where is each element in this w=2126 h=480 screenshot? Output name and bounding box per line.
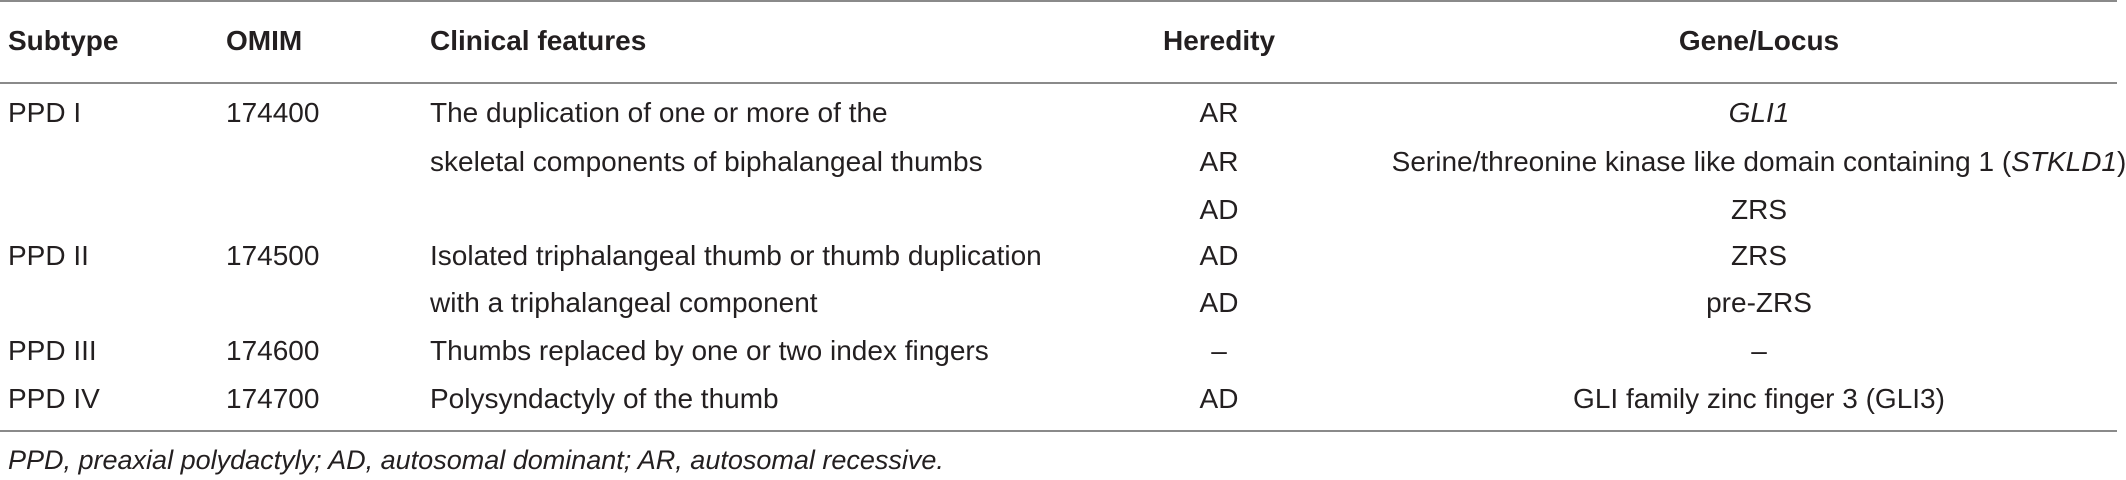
header-bottom-rule <box>0 82 2117 84</box>
table-cell-gene <box>1729 96 1790 130</box>
table-cell-omim: 174400 <box>226 97 320 128</box>
header-gene-locus: Gene/Locus <box>1678 25 1840 56</box>
table-cell-heredity: AD <box>1199 240 1239 271</box>
gene-name-suffix: ) <box>2117 146 2126 177</box>
table-cell-clinical: with a triphalangeal component <box>430 287 818 318</box>
header-subtype: Subtype <box>8 25 119 56</box>
table-cell-gene: ZRS <box>1731 194 1787 225</box>
gene-symbol-italic: GLI1 <box>1728 97 1790 128</box>
table-cell-heredity: AD <box>1199 383 1239 414</box>
table-cell-omim: 174600 <box>226 335 320 366</box>
table-cell-subtype: PPD III <box>8 335 97 366</box>
table-cell-gene <box>1392 145 2126 179</box>
table-cell-gene: GLI family zinc finger 3 (GLI3) <box>1573 383 1945 414</box>
table-cell-omim: 174700 <box>226 383 320 414</box>
table-footnote: PPD, preaxial polydactyly; AD, autosomal dominant; AR, autosomal recessive. <box>8 445 944 475</box>
table-top-rule <box>0 0 2117 2</box>
gene-symbol-italic: STKLD1 <box>2011 146 2117 177</box>
table-cell-heredity: – <box>1211 335 1227 366</box>
gene-name-prefix: Serine/threonine kinase like domain containing 1 ( <box>1391 146 2012 177</box>
table-cell-gene: – <box>1751 335 1767 366</box>
table-cell-heredity: AD <box>1199 287 1239 318</box>
table-cell-gene: ZRS <box>1731 240 1787 271</box>
table-cell-clinical: Isolated triphalangeal thumb or thumb duplication <box>430 240 1042 271</box>
header-omim: OMIM <box>226 25 303 56</box>
table-cell-subtype: PPD II <box>8 240 89 271</box>
table-cell-clinical: The duplication of one or more of the <box>430 97 888 128</box>
table-cell-subtype: PPD IV <box>8 383 100 414</box>
table-cell-heredity: AR <box>1199 97 1239 128</box>
header-clinical-features: Clinical features <box>430 25 647 56</box>
table-cell-heredity: AR <box>1199 146 1239 177</box>
table-bottom-rule <box>0 430 2117 432</box>
table-cell-subtype: PPD I <box>8 97 82 128</box>
table-cell-omim: 174500 <box>226 240 320 271</box>
table-cell-heredity: AD <box>1199 194 1239 225</box>
table-cell-clinical: Polysyndactyly of the thumb <box>430 383 779 414</box>
table-cell-clinical: Thumbs replaced by one or two index fingers <box>430 335 989 366</box>
table-cell-clinical: skeletal components of biphalangeal thumbs <box>430 146 983 177</box>
header-heredity: Heredity <box>1162 25 1276 56</box>
table-cell-gene: pre-ZRS <box>1706 287 1812 318</box>
